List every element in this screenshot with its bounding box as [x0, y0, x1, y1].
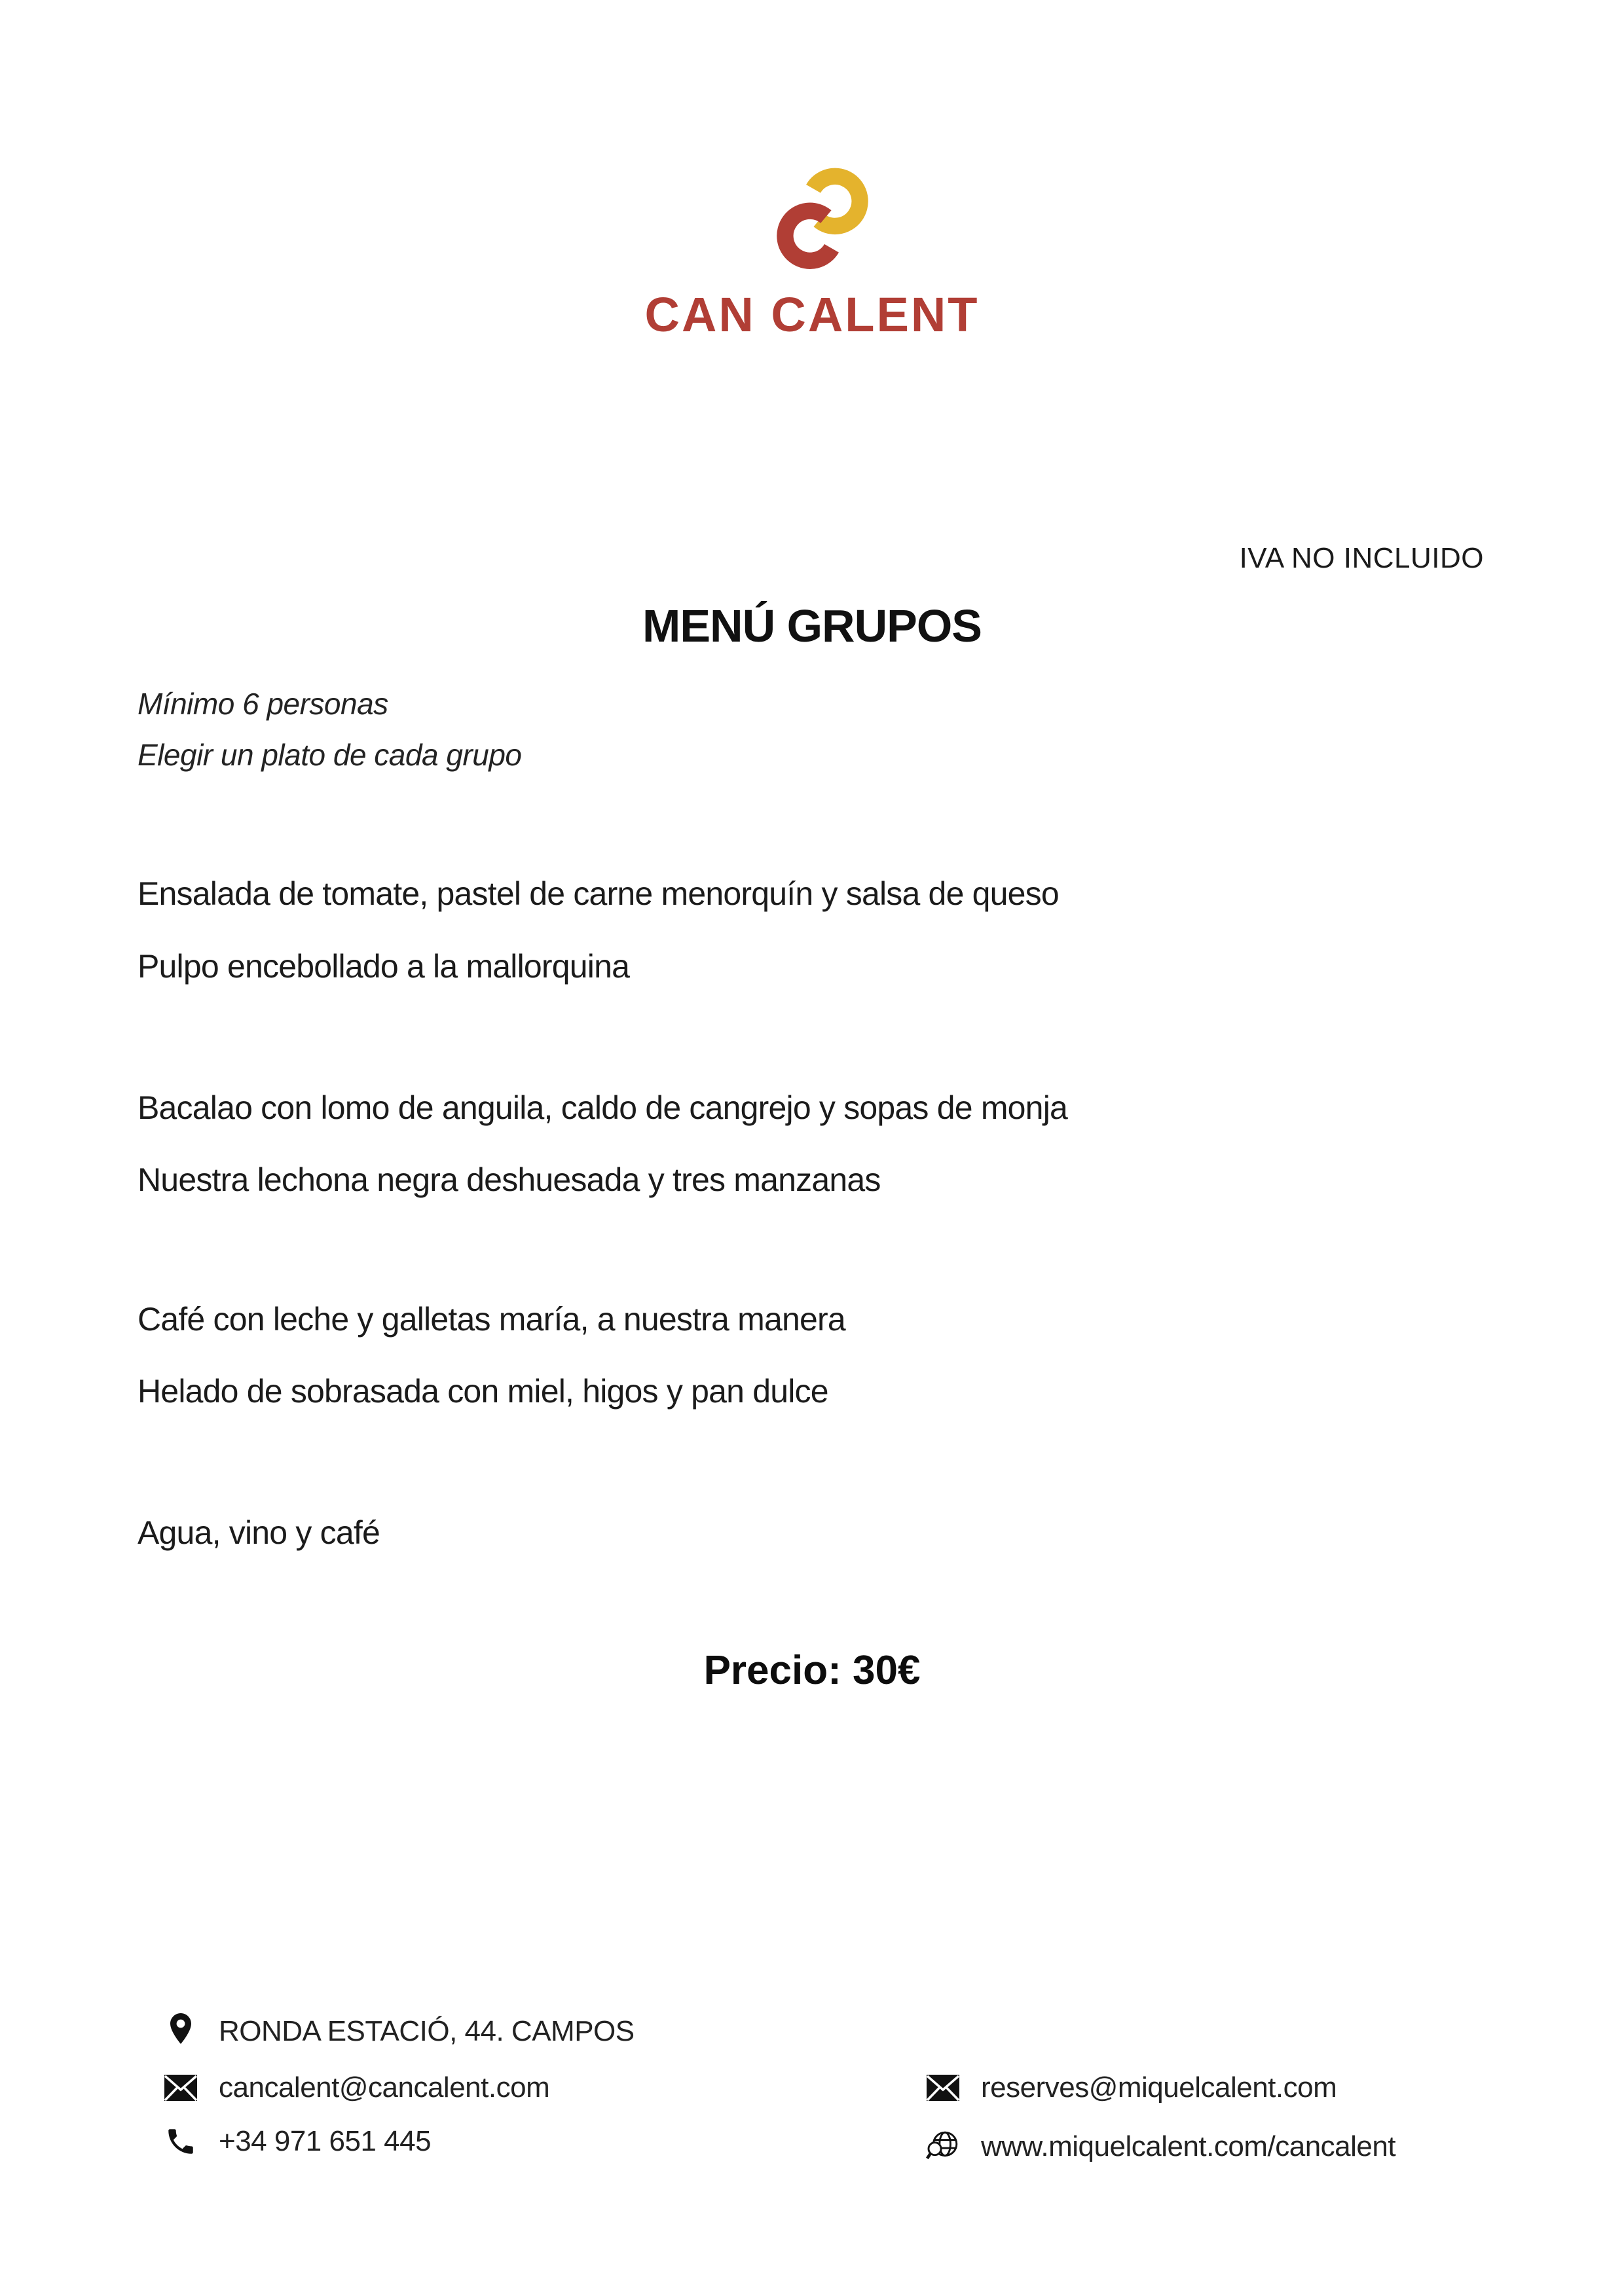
menu-item: Café con leche y galletas maría, a nuestra manera — [138, 1301, 845, 1338]
contact-phone-text: +34 971 651 445 — [219, 2125, 432, 2157]
contact-address-text: RONDA ESTACIÓ, 44. CAMPOS — [219, 2015, 635, 2047]
contact-email-text: cancalent@cancalent.com — [219, 2071, 550, 2104]
drinks-line: Agua, vino y café — [138, 1514, 380, 1551]
location-pin-icon — [162, 2011, 199, 2052]
globe-icon — [925, 2126, 961, 2167]
menu-item: Ensalada de tomate, pastel de carne menorquín y salsa de queso — [138, 875, 1059, 912]
envelope-icon — [162, 2068, 199, 2108]
contact-phone-row — [162, 2121, 431, 2162]
brand-wordmark: CAN CALENT — [644, 287, 980, 342]
price-line: Precio: 30€ — [703, 1648, 921, 1693]
note-choose-dish: Elegir un plato de cada grupo — [138, 738, 522, 772]
note-minimum-persons: Mínimo 6 personas — [138, 687, 388, 721]
tax-note: IVA NO INCLUIDO — [1239, 542, 1484, 574]
can-calent-logo — [774, 164, 871, 279]
menu-item: Bacalao con lomo de anguila, caldo de cangrejo y sopas de monja — [138, 1089, 1068, 1126]
phone-icon — [162, 2121, 199, 2162]
envelope-icon — [925, 2068, 961, 2108]
website-text: www.miquelcalent.com/cancalent — [981, 2130, 1396, 2162]
menu-item: Pulpo encebollado a la mallorquina — [138, 948, 630, 985]
page-title: MENÚ GRUPOS — [642, 600, 982, 651]
menu-item: Helado de sobrasada con miel, higos y pan dulce — [138, 1373, 828, 1410]
contact-address-row — [162, 2011, 635, 2052]
website-row — [925, 2126, 1395, 2167]
reservations-email-row — [925, 2068, 1337, 2108]
reservations-email-text: reserves@miquelcalent.com — [981, 2071, 1337, 2104]
menu-item: Nuestra lechona negra deshuesada y tres manzanas — [138, 1161, 881, 1198]
contact-email-row — [162, 2068, 549, 2108]
